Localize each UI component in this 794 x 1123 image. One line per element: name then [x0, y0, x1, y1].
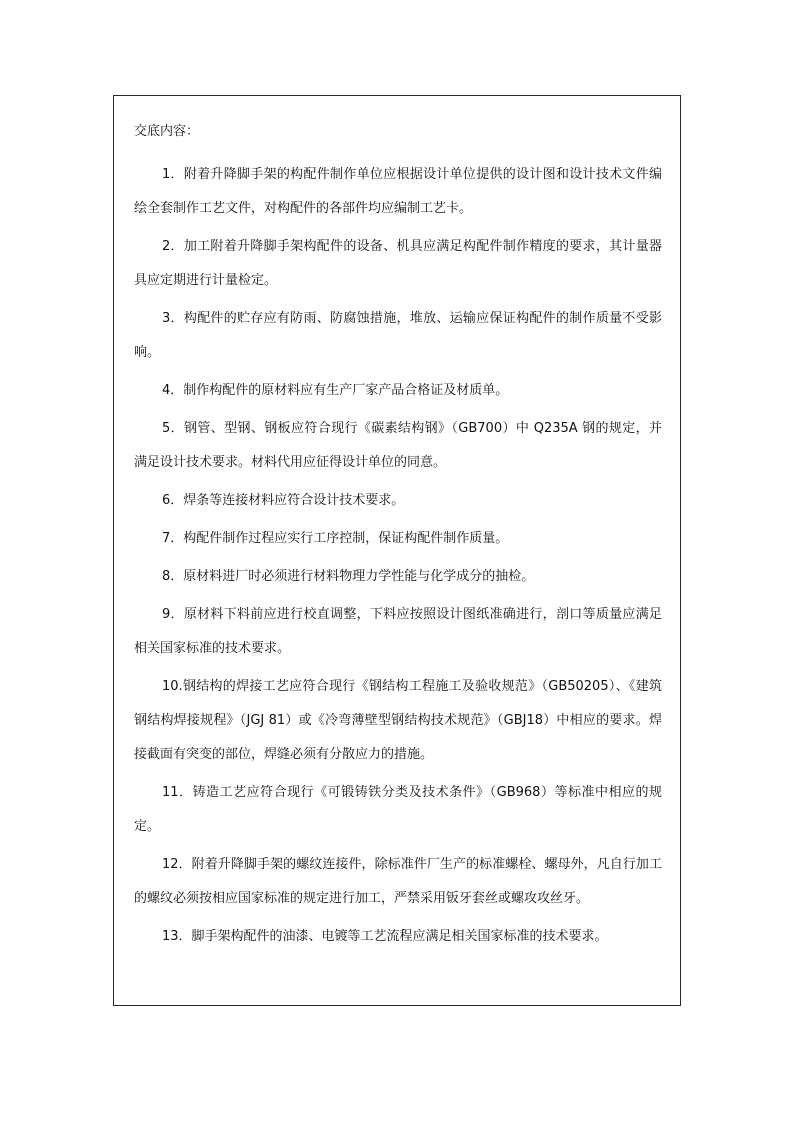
- list-item: 6．焊条等连接材料应符合设计技术要求。: [162, 493, 405, 508]
- list-item: 1．附着升降脚手架的构配件制作单位应根据设计单位提供的设计图和设计技术文件编绘全套制作工艺文件，对构配件的各部件均应编制工艺卡。: [134, 167, 662, 216]
- item-list: [134, 158, 662, 958]
- list-item: 13．脚手架构配件的油漆、电镀等工艺流程应满足相关国家标准的技术要求。: [162, 929, 608, 944]
- list-item: 9．原材料下料前应进行校直调整，下料应按照设计图纸准确进行，剖口等质量应满足相关国家标准的技术要求。: [134, 607, 662, 656]
- list-item: 12．附着升降脚手架的螺纹连接件，除标准件厂生产的标准螺栓、螺母外，凡自行加工的螺纹必须按相应国家标准的规定进行加工，严禁采用钣牙套丝或螺攻攻丝牙。: [134, 857, 662, 906]
- list-item: 10.钢结构的焊接工艺应符合现行《钢结构工程施工及验收规范》（GB50205）、《建筑钢结构焊接规程》（JGJ 81）或《冷弯薄壁型钢结构技术规范》（GBJ18）中相应的要求。焊接截面有突变的部位，焊缝必须有分散应力的措施。: [134, 679, 662, 762]
- list-item: 2．加工附着升降脚手架构配件的设备、机具应满足构配件制作精度的要求，其计量器具应定期进行计量检定。: [134, 239, 662, 288]
- list-item: 5．钢管、型钢、钢板应符合现行《碳素结构钢》（GB700）中 Q235A 钢的规定，并满足设计技术要求。材料代用应征得设计单位的同意。: [134, 421, 662, 470]
- list-item: 3．构配件的贮存应有防雨、防腐蚀措施，堆放、运输应保证构配件的制作质量不受影响。: [134, 311, 662, 360]
- list-item: 7．构配件制作过程应实行工序控制，保证构配件制作质量。: [162, 531, 509, 546]
- list-item: 4．制作构配件的原材料应有生产厂家产品合格证及材质单。: [162, 383, 509, 398]
- section-heading: 交底内容：: [134, 124, 200, 139]
- list-item: 11．铸造工艺应符合现行《可锻铸铁分类及技术条件》（GB968）等标准中相应的规定。: [134, 785, 662, 834]
- disclosure-content-box: [113, 95, 681, 1006]
- list-item: 8．原材料进厂时必须进行材料物理力学性能与化学成分的抽检。: [162, 569, 535, 584]
